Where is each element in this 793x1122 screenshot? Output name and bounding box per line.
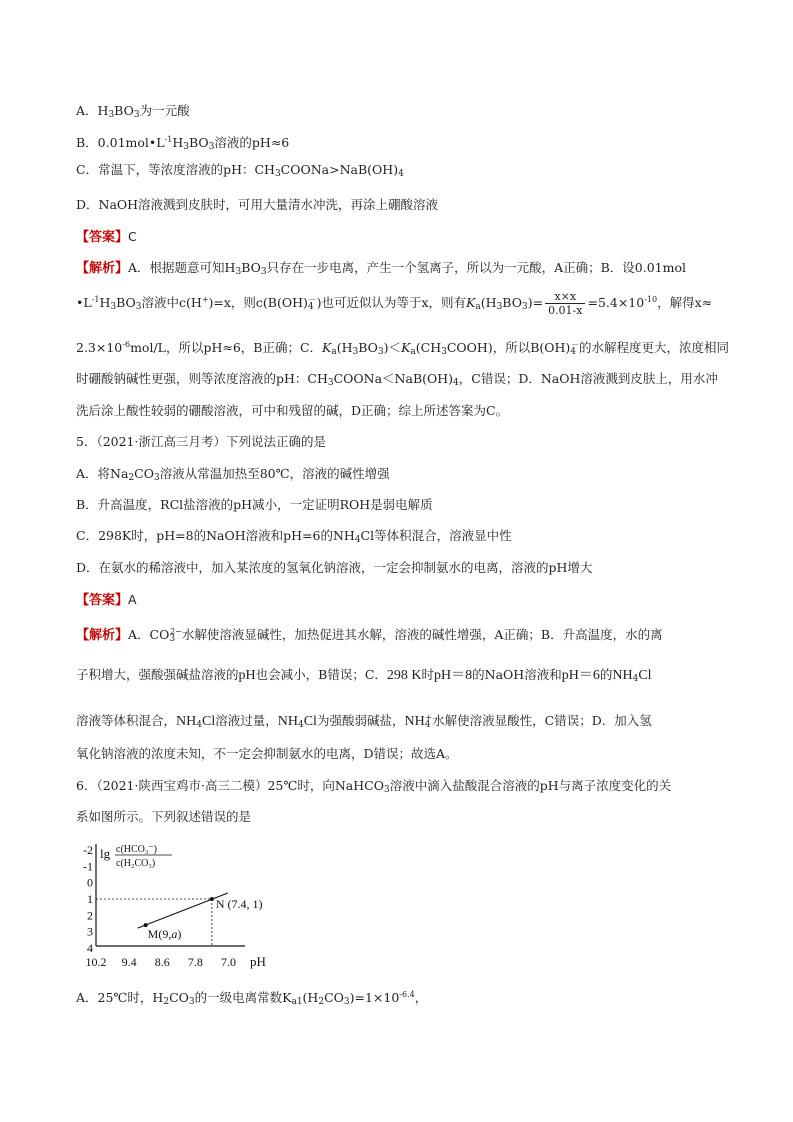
- q4-option-a: A．H3BO3为一元酸: [76, 103, 190, 120]
- q4-analysis-line-5: 洗后涂上酸性较弱的硼酸溶液，可中和残留的碱，D正确；综上所述答案为C。: [76, 403, 509, 418]
- answer-value: C: [128, 229, 137, 244]
- q5-option-d: D．在氨水的稀溶液中，加入某浓度的氢氧化钠溶液，一定会抑制氨水的电离，溶液的pH增大: [76, 560, 593, 575]
- x-axis-label: pH: [250, 954, 266, 969]
- y-tick-label: 1: [87, 892, 93, 906]
- x-tick-label: 9.4: [121, 955, 137, 969]
- analysis-label: 【解析】: [76, 628, 129, 643]
- q4-analysis-line-2: $•L^{-1}H3BO3$溶液中c(H+)=x，则c(B(OH)4－)也可近似认为等于x，则有Ka(H3BO3)= $\frac{x\times x}{0.01-x}$ $=5.4\times 10^{-10}$，解得x≈: [76, 290, 713, 317]
- answer-label: 【答案】: [76, 230, 129, 245]
- y-axis-label-denominator: c(H₂CO₃): [116, 858, 156, 869]
- answer-label: 【答案】: [76, 593, 129, 608]
- q5-option-a: A．将Na2CO3溶液从常温加热至80℃，溶液的碱性增强: [76, 466, 390, 483]
- q4-analysis-line-4: 时硼酸钠碱性更强，则等浓度溶液的pH：CH3COONa＜NaB(OH)4，C错误；D．NaOH溶液溅到皮肤上，用水冲: [76, 371, 718, 388]
- y-axis-label-numerator: c(HCO₃⁻): [116, 844, 157, 855]
- q4-analysis-line-3: $2.3\times 10^{-6}mol/L$，所以pH≈6，B正确；C．Ka(H3BO3)＜Ka(CH3COOH)，所以B(OH)4－的水解程度更大，浓度相同: [76, 340, 730, 357]
- q5-analysis-line-2: 子积增大，强酸强碱盐溶液的pH也会减小，B错误；C．298 K时pH＝8的NaOH溶液和pH＝6的NH4Cl: [76, 667, 652, 684]
- x-tick-label: 7.8: [187, 955, 203, 969]
- q5-answer: [76, 591, 723, 610]
- y-axis-label-prefix: lg: [100, 846, 111, 861]
- q4-analysis-line-1: 【解析】A．根据题意可知H3BO3只存在一步电离，产生一个氢离子，所以为一元酸，A正确；B．设0.01mol: [76, 260, 687, 277]
- chart: [70, 838, 270, 978]
- answer-value: A: [128, 592, 137, 607]
- x-tick-label: 8.6: [154, 955, 170, 969]
- q4-option-b: B．$0.01mol•L^{-1}H3BO3$溶液的pH≈6: [76, 135, 290, 152]
- q4-option-c: C．常温下，等浓度溶液的pH：CH3COONa>NaB(OH)4: [76, 162, 404, 179]
- q5-stem: 5．（2021·浙江高三月考）下列说法正确的是: [76, 434, 326, 449]
- q5-analysis-line-1: 【解析】A．$CO3^{2-}$水解使溶液显碱性，加热促进其水解，溶液的碱性增强，A正确；B．升高温度，水的离: [76, 627, 663, 644]
- q4-answer: [76, 228, 723, 247]
- point-n: [210, 897, 214, 901]
- y-tick-label: 0: [87, 875, 93, 890]
- analysis-label: 【解析】: [76, 261, 129, 276]
- point-n-label: N (7.4, 1): [215, 897, 263, 911]
- y-tick-label: 2: [87, 908, 93, 923]
- fraction: $\frac{x\times x}{0.01-x}$: [545, 290, 585, 317]
- point-m-label: M(9,a): [147, 927, 182, 942]
- q5-analysis-line-4: 氧化钠溶液的浓度未知，不一定会抑制氨水的电离，D错误；故选A。: [76, 746, 458, 761]
- q5-analysis-line-3: 溶液等体积混合，NH4Cl溶液过量，NH4Cl为强酸弱碱盐，NH4+水解使溶液显酸性，C错误；D．加入氢: [76, 713, 652, 730]
- x-tick-label: 7.0: [220, 955, 236, 969]
- q6-option-a: A．25℃时，H2CO3的一级电离常数$Ka1(H2CO3)=1\times 10^{-6.4}$，: [76, 990, 428, 1007]
- q4-option-d: D．NaOH溶液溅到皮肤时，可用大量清水冲洗，再涂上硼酸溶液: [76, 197, 439, 212]
- y-tick-label: -2: [83, 843, 93, 857]
- y-tick-label: -1: [83, 859, 93, 874]
- x-tick-label: 10.2: [85, 955, 107, 969]
- q6-stem-line-1: 6．（2021·陕西宝鸡市·高三二模）25℃时，向NaHCO3溶液中滴入盐酸混合溶液的pH与离子浓度变化的关: [76, 778, 672, 795]
- y-tick-label: 3: [87, 924, 93, 939]
- q5-option-c: C．298K时，pH=8的NaOH溶液和pH=6的NH4Cl等体积混合，溶液显中性: [76, 528, 512, 545]
- series-line: [138, 893, 228, 928]
- q5-option-b: B．升高温度，RCl盐溶液的pH减小，一定证明ROH是弱电解质: [76, 497, 433, 512]
- y-tick-label: 4: [87, 941, 93, 955]
- q6-stem-line-2: 系如图所示。下列叙述错误的是: [76, 809, 252, 824]
